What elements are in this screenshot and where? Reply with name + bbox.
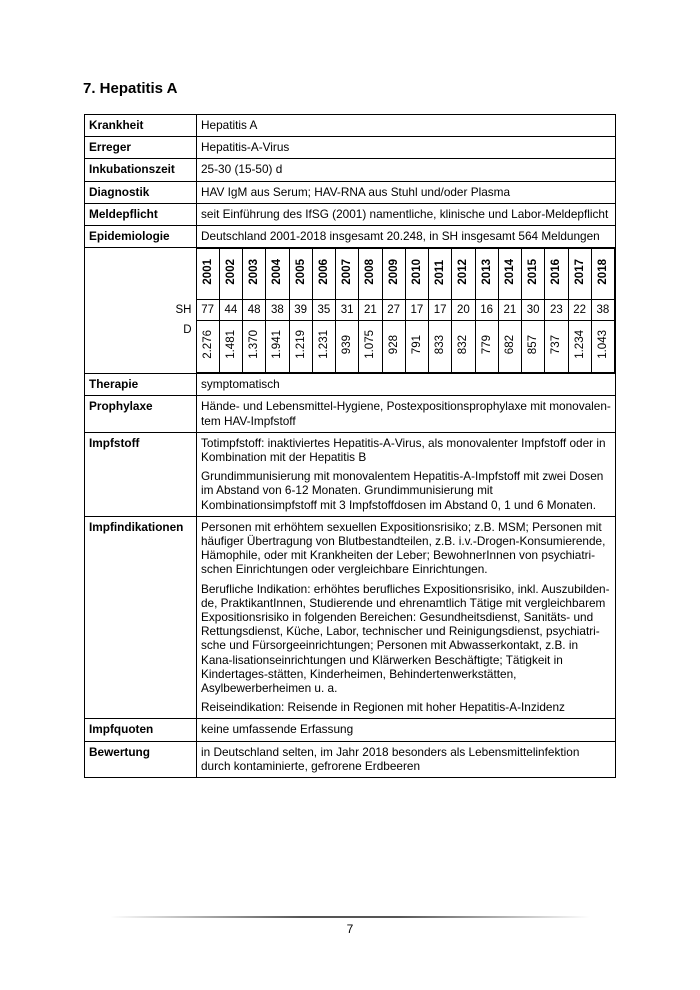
d-count-cell xyxy=(452,321,475,373)
d-count-value: 1.219 xyxy=(294,330,307,360)
year-label: 2008 xyxy=(364,259,377,286)
d-count-cell xyxy=(475,321,498,373)
row-impfindikationen xyxy=(85,516,616,719)
row-diagnostik xyxy=(85,181,616,203)
value-impfquoten: keine umfassende Erfassung xyxy=(197,719,616,741)
sh-row-label: SH xyxy=(175,304,192,317)
page-title: 7. Hepatitis A xyxy=(83,80,178,97)
year-header-cell xyxy=(336,249,359,300)
sh-count-cell: 17 xyxy=(405,300,428,321)
d-count-cell xyxy=(405,321,428,373)
d-count-value: 682 xyxy=(503,335,516,355)
row-yearly-cases xyxy=(85,248,616,374)
d-count-value: 1.941 xyxy=(271,330,284,360)
year-header-cell xyxy=(498,249,521,300)
year-header-cell xyxy=(243,249,266,300)
sh-count-cell: 17 xyxy=(429,300,452,321)
year-header-cell xyxy=(522,249,545,300)
label-krankheit: Krankheit xyxy=(85,115,197,137)
label-impfindikationen: Impfindikationen xyxy=(85,516,197,719)
disease-fact-table xyxy=(84,114,616,778)
row-therapie xyxy=(85,374,616,396)
year-header-cell xyxy=(312,249,335,300)
sh-count-cell: 31 xyxy=(336,300,359,321)
label-inkubationszeit: Inkubationszeit xyxy=(85,159,197,181)
d-row xyxy=(85,321,615,373)
year-header-cell xyxy=(289,249,312,300)
row-prophylaxe xyxy=(85,396,616,432)
d-count-cell xyxy=(382,321,405,373)
sh-count-cell: 48 xyxy=(243,300,266,321)
year-label: 2009 xyxy=(387,259,400,286)
d-count-cell xyxy=(429,321,452,373)
sh-count-cell: 23 xyxy=(545,300,568,321)
d-count-value: 832 xyxy=(457,335,470,355)
d-count-value: 833 xyxy=(434,335,447,355)
row-krankheit xyxy=(85,115,616,137)
d-count-cell xyxy=(266,321,289,373)
d-count-value: 779 xyxy=(480,335,493,355)
d-count-cell xyxy=(196,321,219,373)
row-epidemiologie xyxy=(85,226,616,248)
value-impfstoff xyxy=(197,432,616,516)
year-header-cell xyxy=(475,249,498,300)
d-count-cell xyxy=(591,321,614,373)
impfstoff-paragraph: Grundimmunisierung mit monovalentem Hepatitis-A-Impfstoff mit zwei Dosen im Abstand von 6-12 Monaten. Grundimmunisierung mit Kombinationsimpfstoff mit 3 Impfstoffdosen im Abstand 0, 1 und 6 Monaten. xyxy=(201,469,604,512)
year-label: 2018 xyxy=(596,259,609,286)
sh-count-cell: 27 xyxy=(382,300,405,321)
year-header-cell xyxy=(382,249,405,300)
value-therapie: symptomatisch xyxy=(197,374,616,396)
sh-count-cell: 20 xyxy=(452,300,475,321)
sh-count-cell: 22 xyxy=(568,300,591,321)
year-label: 2016 xyxy=(550,259,563,286)
d-count-value: 939 xyxy=(341,335,354,355)
sh-count-cell: 77 xyxy=(196,300,219,321)
yearly-cases-table xyxy=(85,248,615,373)
label-impfquoten: Impfquoten xyxy=(85,719,197,741)
year-label: 2011 xyxy=(434,259,447,285)
value-inkubationszeit: 25-30 (15-50) d xyxy=(197,159,616,181)
d-count-value: 1.234 xyxy=(573,330,586,360)
value-bewertung: in Deutschland selten, im Jahr 2018 besonders als Lebensmittelinfektion durch kontaminierte, gefrorene Erdbeeren xyxy=(197,741,616,777)
row-impfstoff xyxy=(85,432,616,516)
sh-count-cell: 35 xyxy=(312,300,335,321)
label-epidemiologie: Epidemiologie xyxy=(85,226,197,248)
sh-count-cell: 38 xyxy=(591,300,614,321)
year-label: 2003 xyxy=(248,259,261,286)
sh-count-cell: 44 xyxy=(219,300,242,321)
sh-count-cell: 21 xyxy=(359,300,382,321)
d-count-cell xyxy=(312,321,335,373)
year-header-cell xyxy=(568,249,591,300)
value-impfindikationen xyxy=(197,516,616,719)
d-count-cell xyxy=(568,321,591,373)
label-bewertung: Bewertung xyxy=(85,741,197,777)
d-count-value: 1.231 xyxy=(317,330,330,360)
year-header-cell xyxy=(591,249,614,300)
label-erreger: Erreger xyxy=(85,137,197,159)
year-label: 2012 xyxy=(457,259,470,286)
sh-count-cell: 30 xyxy=(522,300,545,321)
impfindikationen-paragraph: Berufliche Indikation: erhöhtes berufliches Expositionsrisiko, inkl. Auszubilden-de, PraktikantInnen, Studierende und ehrenamtlich Tätige mit vergleichbarem Expositionsrisiko in folgenden Bereichen: Gesundheitsdienst, Sanitäts- und Rettungsdienst, Küche, Labor, technischer und Reinigungsdienst, psychiatri-sche und Fürsorgeeinrichtungen; Personen mit Abwasserkontakt, z.B. in Kana-lisationseinrichtungen und Klärwerken Beschäftigte; Tätigkeit in Kindertages-stätten, Kinderheimen, Behindertenwerkstätten, Asylbewerberheimen u. a. xyxy=(201,581,610,696)
year-label: 2004 xyxy=(271,259,284,286)
label-prophylaxe: Prophylaxe xyxy=(85,396,197,432)
impfindikationen-paragraph: Reiseindikation: Reisende in Regionen mit hoher Hepatitis-A-Inzidenz xyxy=(201,700,565,715)
year-label: 2005 xyxy=(294,259,307,286)
year-header-spacer xyxy=(85,249,196,300)
year-header-cell xyxy=(452,249,475,300)
d-count-cell xyxy=(522,321,545,373)
footer-divider xyxy=(110,916,590,918)
d-row-label: D xyxy=(183,323,192,336)
year-header-cell xyxy=(429,249,452,300)
d-count-value: 1.043 xyxy=(596,330,609,360)
d-count-cell xyxy=(289,321,312,373)
d-count-value: 857 xyxy=(527,335,540,355)
year-header-cell xyxy=(545,249,568,300)
year-label: 2001 xyxy=(201,259,214,286)
year-header-cell xyxy=(219,249,242,300)
impfindikationen-paragraph: Personen mit erhöhtem sexuellen Expositionsrisiko; z.B. MSM; Personen mit häufiger Übertragung von Blutbestandteilen, z.B. i.v.-Drogen-Konsumierende, Hämophile, oder mit Krankheiten der Leber; BewohnerInnen von psychiatri-schen Einrichtungen oder vergleichbare Einrichtungen. xyxy=(201,519,606,577)
value-prophylaxe: Hände- und Lebensmittel-Hygiene, Postexpositionsprophylaxe mit monovalen-tem HAV-Impfstoff xyxy=(197,396,616,432)
d-count-cell xyxy=(359,321,382,373)
d-count-value: 2.276 xyxy=(201,330,214,360)
sh-count-cell: 39 xyxy=(289,300,312,321)
d-count-value: 928 xyxy=(387,335,400,355)
row-impfquoten xyxy=(85,719,616,741)
year-header-cell xyxy=(266,249,289,300)
d-count-value: 1.075 xyxy=(364,330,377,360)
year-header-cell xyxy=(196,249,219,300)
sh-row xyxy=(85,300,615,321)
d-count-value: 737 xyxy=(550,335,563,355)
yearly-cases-cell xyxy=(85,248,616,374)
value-diagnostik: HAV IgM aus Serum; HAV-RNA aus Stuhl und/oder Plasma xyxy=(197,181,616,203)
year-label: 2017 xyxy=(573,259,586,286)
sh-count-cell: 21 xyxy=(498,300,521,321)
year-label: 2007 xyxy=(341,259,354,286)
row-bewertung xyxy=(85,741,616,777)
d-count-value: 1.481 xyxy=(224,330,237,360)
value-krankheit: Hepatitis A xyxy=(197,115,616,137)
impfstoff-paragraph: Totimpfstoff: inaktiviertes Hepatitis-A-Virus, als monovalenter Impfstoff oder in Kombination mit der Hepatitis B xyxy=(201,435,606,465)
label-meldepflicht: Meldepflicht xyxy=(85,203,197,225)
row-meldepflicht xyxy=(85,203,616,225)
label-impfstoff: Impfstoff xyxy=(85,432,197,516)
d-count-cell xyxy=(243,321,266,373)
year-label: 2010 xyxy=(410,259,423,286)
sh-count-cell: 38 xyxy=(266,300,289,321)
d-count-cell xyxy=(498,321,521,373)
d-count-cell xyxy=(545,321,568,373)
label-diagnostik: Diagnostik xyxy=(85,181,197,203)
row-inkubationszeit xyxy=(85,159,616,181)
value-epidemiologie: Deutschland 2001-2018 insgesamt 20.248, in SH insgesamt 564 Meldungen xyxy=(197,226,616,248)
sh-count-cell: 16 xyxy=(475,300,498,321)
page-number: 7 xyxy=(346,922,354,936)
year-label: 2015 xyxy=(527,259,540,286)
d-count-value: 1.370 xyxy=(248,330,261,360)
value-meldepflicht: seit Einführung des IfSG (2001) namentliche, klinische und Labor-Meldepflicht xyxy=(197,203,616,225)
d-count-value: 791 xyxy=(410,335,423,355)
year-header-cell xyxy=(359,249,382,300)
label-therapie: Therapie xyxy=(85,374,197,396)
year-header-row xyxy=(85,249,615,300)
d-count-cell xyxy=(336,321,359,373)
year-label: 2013 xyxy=(480,259,493,286)
d-count-cell xyxy=(219,321,242,373)
year-label: 2002 xyxy=(224,259,237,286)
year-label: 2014 xyxy=(503,259,516,286)
year-label: 2006 xyxy=(317,259,330,286)
year-header-cell xyxy=(405,249,428,300)
value-erreger: Hepatitis-A-Virus xyxy=(197,137,616,159)
row-erreger xyxy=(85,137,616,159)
